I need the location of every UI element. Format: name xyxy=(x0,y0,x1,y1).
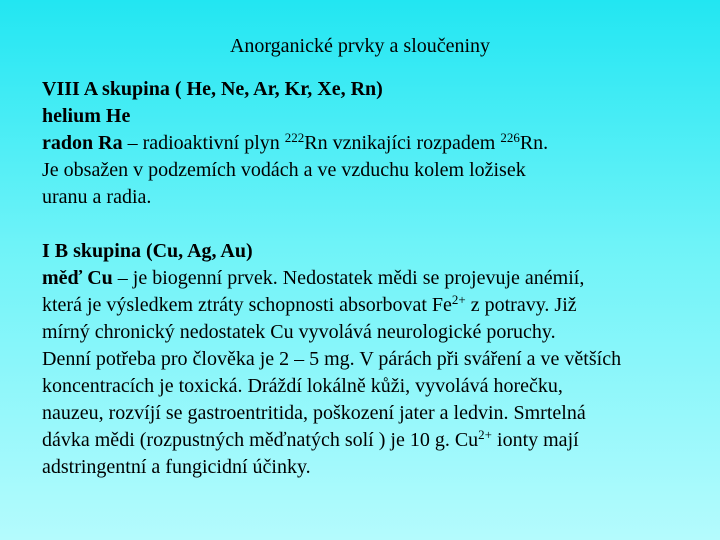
section-gap xyxy=(42,211,720,238)
radon-occurrence-line-2: uranu a radia. xyxy=(42,186,152,208)
copper-line-7: nauzeu, rozvíjí se gastroentritida, poškození jater a ledvin. Smrtelná xyxy=(42,402,586,424)
slide-title-text: Anorganické prvky a sloučeniny xyxy=(229,35,491,57)
copper-line-3: která je výsledkem ztráty schopnosti absorbovat $Fe^{2+}$ z potravy. Již xyxy=(42,292,577,316)
section-ib-heading: I B skupina (Cu, Ag, Au) xyxy=(42,240,253,262)
radon-occurrence-line: Je obsažen v podzemích vodách a ve vzduchu kolem ložisek xyxy=(42,159,526,181)
slide-title xyxy=(0,34,720,58)
radon-line: radon Ra – radioaktivní plyn $^{222}$Rn vznikajíci rozpadem $^{226}$Rn. xyxy=(42,130,549,154)
copper-line-5: Denní potřeba pro člověka je 2 – 5 mg. V párách při sváření a ve větších xyxy=(42,348,622,370)
copper-line-4: mírný chronický nedostatek Cu vyvolává neurologické poruchy. xyxy=(42,321,556,343)
copper-line-6: koncentracích je toxická. Dráždí lokálně kůži, vyvolává horečku, xyxy=(42,375,563,397)
section-viii-heading: VIII A skupina ( He, Ne, Ar, Kr, Xe, Rn) xyxy=(42,78,383,100)
copper-line: měď Cu – je biogenní prvek. Nedostatek mědi se projevuje anémií, xyxy=(42,267,585,289)
copper-line-8: dávka mědi (rozpustných měďnatých solí ) je 10 g. $Cu^{2+}$ ionty mají xyxy=(42,427,579,451)
copper-line-9: adstringentní a fungicidní účinky. xyxy=(42,456,311,478)
slide-body xyxy=(42,76,720,481)
helium-line: helium He xyxy=(42,105,131,127)
